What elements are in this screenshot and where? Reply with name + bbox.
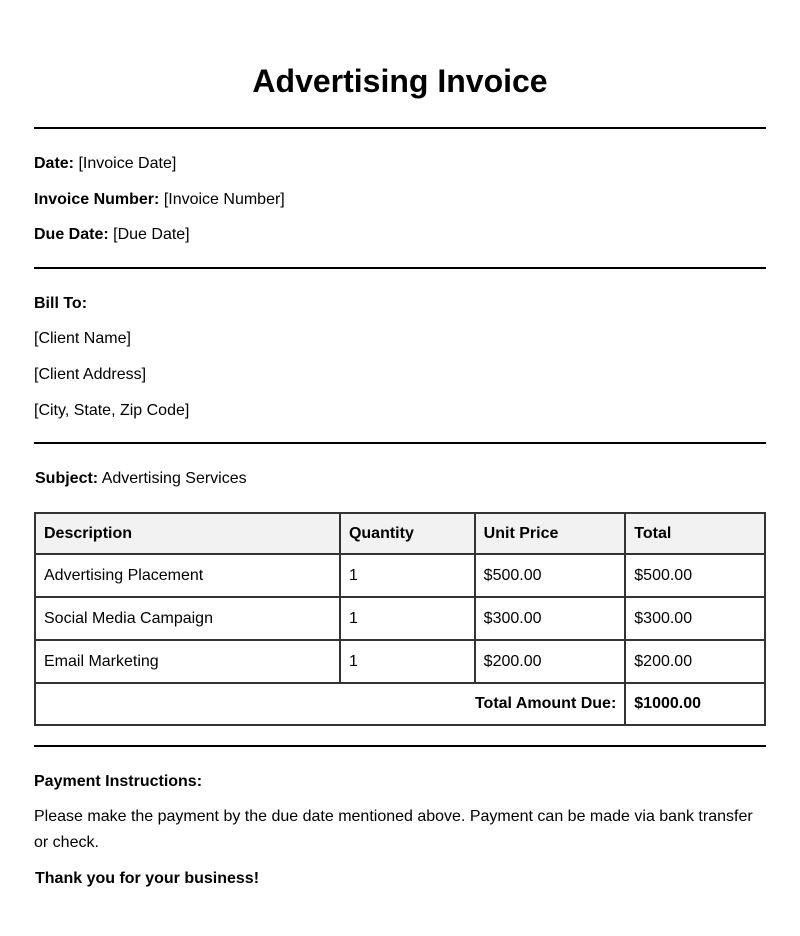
client-name: [Client Name] <box>34 330 131 347</box>
cell-description: Advertising Placement <box>35 554 340 597</box>
client-address: [Client Address] <box>34 366 147 383</box>
cell-unit-price: $200.00 <box>475 640 626 683</box>
bill-to-heading <box>34 294 87 314</box>
closing-text: Thank you for your business! <box>35 870 260 887</box>
column-header-total: Total <box>625 513 765 554</box>
column-header-unit-price: Unit Price <box>475 513 626 554</box>
total-row <box>35 683 765 725</box>
page-title: Advertising Invoice <box>252 63 548 99</box>
cell-quantity: 1 <box>340 640 475 683</box>
subject-line <box>35 469 247 489</box>
table-row <box>35 640 765 683</box>
cell-total: $500.00 <box>625 554 765 597</box>
cell-description: Social Media Campaign <box>35 597 340 640</box>
divider <box>34 127 766 129</box>
due-date-label: Due Date: <box>34 226 109 243</box>
table-row <box>35 554 765 597</box>
total-amount-label: Total Amount Due: <box>35 683 625 725</box>
cell-description: Email Marketing <box>35 640 340 683</box>
subject-label: Subject: <box>35 470 99 487</box>
date-value: [Invoice Date] <box>78 155 177 172</box>
cell-quantity: 1 <box>340 554 475 597</box>
bill-to-label: Bill To: <box>34 295 88 312</box>
table-row <box>35 597 765 640</box>
divider <box>34 442 766 444</box>
cell-unit-price: $500.00 <box>475 554 626 597</box>
invoice-number-label: Invoice Number: <box>34 191 160 208</box>
cell-total: $200.00 <box>625 640 765 683</box>
subject-value: Advertising Services <box>101 470 247 487</box>
divider <box>34 745 766 747</box>
divider <box>34 267 766 269</box>
total-amount-value: $1000.00 <box>625 683 765 725</box>
client-city: [City, State, Zip Code] <box>34 402 190 419</box>
payment-instructions-label: Payment Instructions: <box>34 773 203 790</box>
invoice-number-value: [Invoice Number] <box>163 191 285 208</box>
due-date-value: [Due Date] <box>113 226 190 243</box>
due-date-line <box>34 225 190 245</box>
invoice-number-line <box>34 190 285 210</box>
date-label: Date: <box>34 155 75 172</box>
payment-instructions-text: Please make the payment by the due date mentioned above. Payment can be made via bank transfer or check. <box>34 808 753 851</box>
cell-total: $300.00 <box>625 597 765 640</box>
payment-heading <box>34 772 202 792</box>
column-header-quantity: Quantity <box>340 513 475 554</box>
cell-unit-price: $300.00 <box>475 597 626 640</box>
invoice-table <box>34 512 766 726</box>
column-header-description: Description <box>35 513 340 554</box>
table-header-row <box>35 513 765 554</box>
closing-line <box>35 869 259 889</box>
cell-quantity: 1 <box>340 597 475 640</box>
date-line <box>34 154 176 174</box>
